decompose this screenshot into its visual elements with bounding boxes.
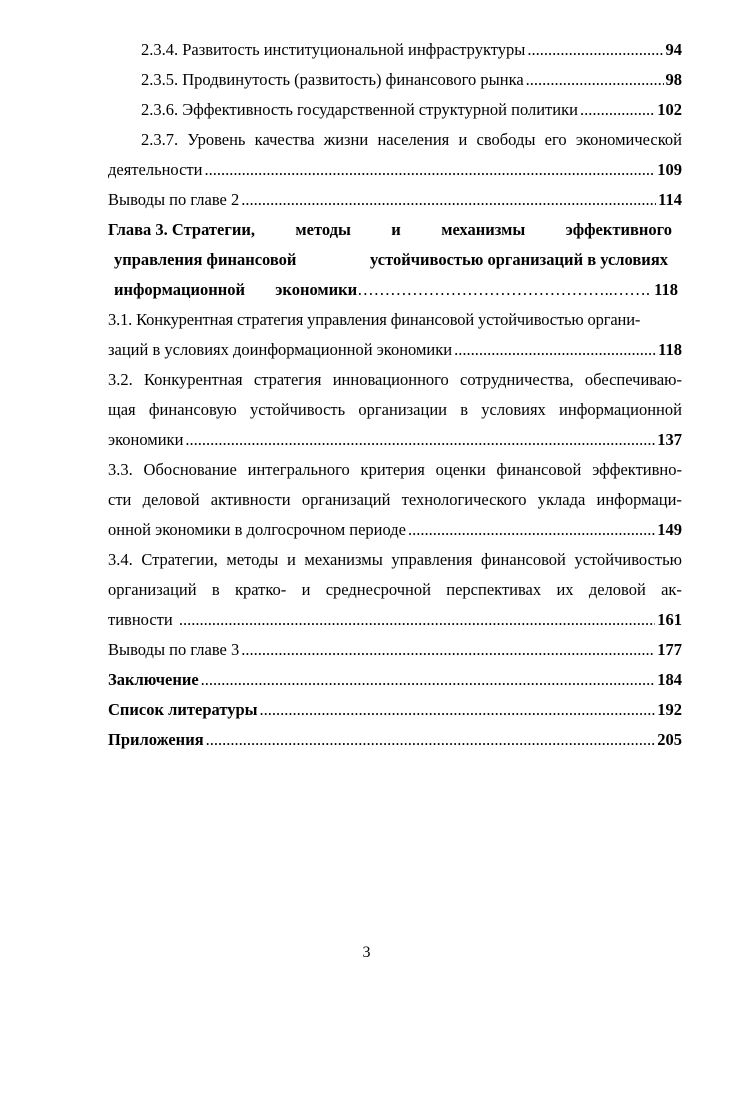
toc-entry-conclusions-chapter-3[interactable] bbox=[108, 635, 682, 665]
word: жизни bbox=[323, 130, 369, 149]
toc-dot-leader bbox=[206, 725, 656, 755]
toc-entry-title-line3 bbox=[108, 425, 682, 455]
word: свободы bbox=[476, 130, 536, 149]
word: информационной bbox=[559, 400, 682, 419]
toc-entry-title: онной экономики в долгосрочном периоде bbox=[108, 520, 406, 539]
toc-dot-leader bbox=[260, 695, 656, 725]
word: стратегия bbox=[253, 370, 322, 389]
word: критерия bbox=[360, 460, 425, 479]
word: организаций bbox=[108, 580, 197, 599]
toc-entry-title-line1 bbox=[108, 455, 682, 485]
word: щая bbox=[108, 400, 136, 419]
toc-entry-references[interactable] bbox=[108, 695, 682, 725]
word: деловой bbox=[588, 580, 646, 599]
word: экономики bbox=[275, 280, 358, 299]
toc-entry-title-line2 bbox=[108, 485, 682, 515]
page-number: 3 bbox=[362, 944, 371, 961]
word: Конкурентная bbox=[143, 370, 243, 389]
toc-dot-leader bbox=[241, 185, 656, 215]
toc-dot-leader bbox=[408, 515, 655, 545]
toc-entry-title-line2 bbox=[108, 155, 682, 185]
toc-entry-title: экономики bbox=[108, 430, 184, 449]
toc-entry-3-1[interactable] bbox=[108, 305, 682, 365]
toc-entry-2-3-6[interactable] bbox=[108, 95, 682, 125]
word: Обоснование bbox=[143, 460, 237, 479]
word: деловой bbox=[142, 490, 200, 509]
word: и bbox=[301, 580, 311, 599]
toc-entry-title-line3 bbox=[108, 515, 682, 545]
word: сотрудничества, bbox=[460, 370, 574, 389]
word: сти bbox=[108, 490, 132, 509]
toc-entry-title-line1: 3.1. Конкурентная стратегия управления финансовой устойчивостью органи- bbox=[108, 310, 641, 329]
toc-page-number: 137 bbox=[657, 430, 682, 449]
word: финансовую bbox=[148, 400, 237, 419]
word: его bbox=[544, 130, 567, 149]
word: методы bbox=[295, 220, 351, 239]
toc-page-number: 205 bbox=[657, 730, 682, 749]
toc-entry-2-3-4[interactable] bbox=[108, 35, 682, 65]
toc-entry-title: 2.3.6. Эффективность государственной структурной политики bbox=[141, 100, 578, 119]
word: организаций bbox=[301, 490, 391, 509]
toc-entry-chapter-3[interactable] bbox=[108, 215, 682, 305]
word: перспективах bbox=[446, 580, 542, 599]
word: технологического bbox=[401, 490, 527, 509]
toc-dot-leader bbox=[179, 605, 655, 635]
word: управления финансовой bbox=[114, 250, 297, 269]
toc-entry-appendices[interactable] bbox=[108, 725, 682, 755]
word: управления bbox=[391, 550, 473, 569]
toc-entry-conclusions-chapter-2[interactable] bbox=[108, 185, 682, 215]
toc-entry-3-2[interactable] bbox=[108, 365, 682, 455]
toc-page-number: 102 bbox=[657, 100, 682, 119]
toc-page-number: 118 bbox=[658, 340, 682, 359]
toc-page-number: 184 bbox=[657, 670, 682, 689]
word: Уровень bbox=[187, 130, 246, 149]
toc-dot-leader bbox=[580, 95, 655, 125]
toc-dot-leader bbox=[241, 635, 655, 665]
word: механизмы bbox=[441, 220, 526, 239]
word: финансовой bbox=[481, 550, 566, 569]
word: эффективно- bbox=[592, 460, 682, 479]
toc-entry-title-line2 bbox=[108, 335, 682, 365]
toc-page-number: 161 bbox=[657, 610, 682, 629]
word: интегрального bbox=[247, 460, 350, 479]
toc-entry-2-3-5[interactable] bbox=[108, 65, 682, 95]
toc-entry-title-line1 bbox=[108, 545, 682, 575]
word: устойчивостью организаций в условиях bbox=[370, 250, 668, 269]
toc-entry-title: 2.3.4. Развитость институциональной инфраструктуры bbox=[141, 40, 526, 59]
word: механизмы bbox=[304, 550, 383, 569]
toc-page-number: 149 bbox=[657, 520, 682, 539]
word: активности bbox=[210, 490, 291, 509]
word: в bbox=[460, 400, 469, 419]
toc-entry-3-4[interactable] bbox=[108, 545, 682, 635]
word: качества bbox=[254, 130, 315, 149]
word: среднесрочной bbox=[325, 580, 431, 599]
word: ак- bbox=[661, 580, 682, 599]
word: организации bbox=[358, 400, 447, 419]
toc-entry-title-line2 bbox=[108, 395, 682, 425]
toc-entry-title-line2 bbox=[108, 245, 682, 275]
toc-entry-3-3[interactable] bbox=[108, 455, 682, 545]
toc-entry-2-3-7[interactable] bbox=[108, 125, 682, 185]
word: финансовой bbox=[496, 460, 582, 479]
toc-entry-title: Выводы по главе 3 bbox=[108, 640, 240, 659]
word: устойчивостью bbox=[574, 550, 682, 569]
toc-page-number: 94 bbox=[665, 40, 682, 59]
toc-entry-title: Выводы по главе 2 bbox=[108, 190, 240, 209]
word: 3.2. bbox=[108, 370, 133, 389]
word: 3.4. bbox=[108, 550, 133, 569]
toc-page-number: 114 bbox=[658, 190, 682, 209]
toc-entry-title-line3 bbox=[108, 275, 682, 305]
toc-dot-leader bbox=[454, 335, 656, 365]
toc-entry-title: деятельности bbox=[108, 160, 203, 179]
toc-entry-title: тивности bbox=[108, 610, 177, 629]
toc-dot-leader: ………………………………………..……. bbox=[357, 280, 651, 299]
word: и bbox=[391, 220, 401, 239]
word: инновационного bbox=[332, 370, 449, 389]
toc-entry-title: заций в условиях доинформационной экономики bbox=[108, 340, 453, 359]
word: и bbox=[286, 550, 296, 569]
word: Глава 3. Стратегии, bbox=[108, 220, 255, 239]
toc-entry-title: 2.3.5. Продвинутость (развитость) финансового рынка bbox=[141, 70, 524, 89]
toc-dot-leader bbox=[204, 155, 655, 185]
toc-entry-title-line2 bbox=[108, 575, 682, 605]
toc-entry-title: Заключение bbox=[108, 670, 199, 689]
word: Стратегии, bbox=[141, 550, 218, 569]
toc-entry-title-line1 bbox=[108, 125, 682, 155]
toc-entry-title: Список литературы bbox=[108, 700, 258, 719]
word: методы bbox=[226, 550, 279, 569]
word: информаци- bbox=[596, 490, 682, 509]
toc-page-number: 118 bbox=[654, 280, 678, 299]
toc-entry-title-line1 bbox=[108, 215, 682, 245]
toc-entry-title-line1 bbox=[108, 365, 682, 395]
table-of-contents bbox=[108, 35, 682, 755]
toc-entry-conclusion[interactable] bbox=[108, 665, 682, 695]
toc-entry-title-line3 bbox=[108, 605, 682, 635]
toc-dot-leader bbox=[527, 35, 663, 65]
word: кратко- bbox=[234, 580, 287, 599]
toc-dot-leader bbox=[526, 65, 664, 95]
word: их bbox=[556, 580, 574, 599]
toc-page-number: 98 bbox=[665, 70, 682, 89]
word: оценки bbox=[435, 460, 486, 479]
toc-entry-title: Приложения bbox=[108, 730, 204, 749]
word: устойчивость bbox=[249, 400, 346, 419]
word: 2.3.7. bbox=[141, 130, 179, 149]
toc-page-number: 177 bbox=[657, 640, 682, 659]
word: обеспечиваю- bbox=[584, 370, 682, 389]
word: в bbox=[211, 580, 220, 599]
word: эффективного bbox=[565, 220, 672, 239]
word: 3.3. bbox=[108, 460, 133, 479]
word: населения bbox=[377, 130, 450, 149]
toc-page-number: 192 bbox=[657, 700, 682, 719]
word: уклада bbox=[537, 490, 586, 509]
word: условиях bbox=[481, 400, 546, 419]
toc-page-number: 109 bbox=[657, 160, 682, 179]
toc-dot-leader bbox=[185, 425, 655, 455]
word: информационной bbox=[114, 280, 246, 299]
word: и bbox=[458, 130, 468, 149]
toc-dot-leader bbox=[201, 665, 656, 695]
word: экономической bbox=[575, 130, 682, 149]
